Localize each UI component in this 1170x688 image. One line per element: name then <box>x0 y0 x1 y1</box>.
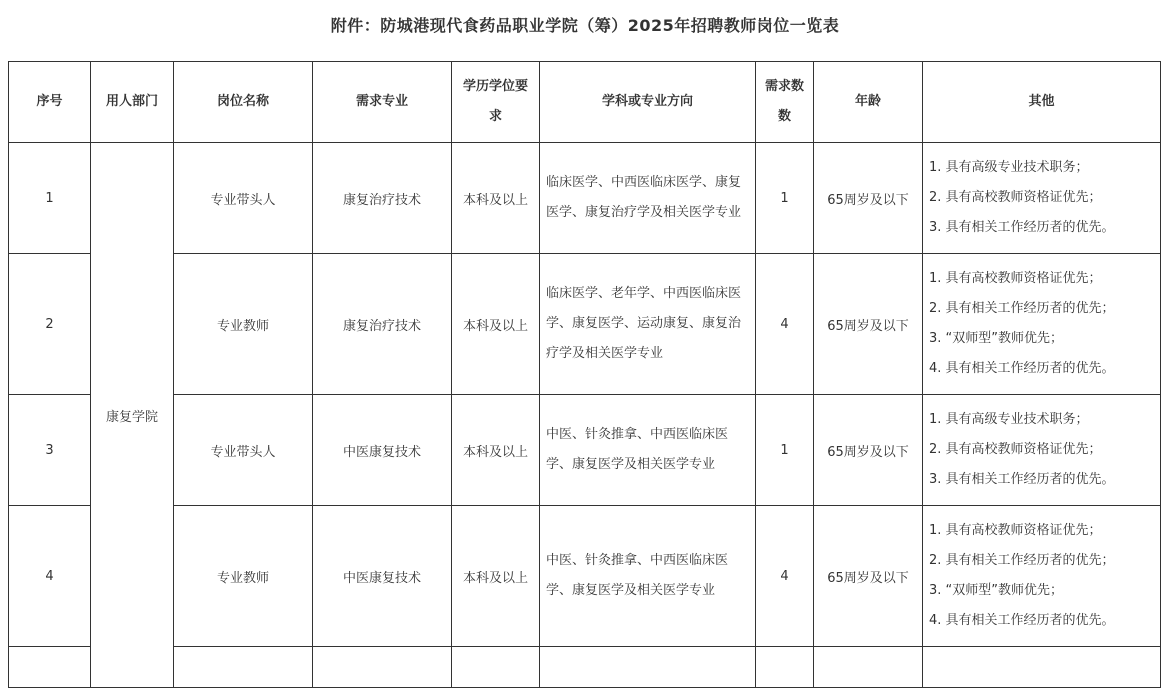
cell-empty <box>452 647 540 688</box>
cell-education: 本科及以上 <box>452 254 540 395</box>
page-title: 附件：防城港现代食药品职业学院（筹）2025年招聘教师岗位一览表 <box>330 16 840 35</box>
note-line: 4. 具有相关工作经历者的优先。 <box>929 613 1115 628</box>
cell-major: 康复治疗技术 <box>313 143 452 254</box>
cell-position: 专业带头人 <box>174 143 313 254</box>
cell-no: 4 <box>9 506 91 647</box>
note-line: 1. 具有高级专业技术职务； <box>929 160 1089 175</box>
header-cell-department: 用人部门 <box>91 62 174 143</box>
cell-major: 中医康复技术 <box>313 395 452 506</box>
table-row <box>9 395 1161 506</box>
cell-position: 专业教师 <box>174 506 313 647</box>
cell-empty <box>756 647 814 688</box>
cell-no: 3 <box>9 395 91 506</box>
cell-empty <box>174 647 313 688</box>
cell-direction: 临床医学、老年学、中西医临床医学、康复医学、运动康复、康复治疗学及相关医学专业 <box>540 254 756 395</box>
header-cell-major: 需求专业 <box>313 62 452 143</box>
note-line: 1. 具有高级专业技术职务； <box>929 412 1089 427</box>
cell-no: 1 <box>9 143 91 254</box>
cell-age: 65周岁及以下 <box>814 143 923 254</box>
cell-empty <box>923 647 1161 688</box>
note-line: 2. 具有高校教师资格证优先； <box>929 190 1102 205</box>
table-row-partial <box>9 647 1161 688</box>
header-cell-count: 需求数数 <box>756 62 814 143</box>
cell-empty <box>540 647 756 688</box>
header-cell-no: 序号 <box>9 62 91 143</box>
cell-no: 2 <box>9 254 91 395</box>
cell-empty <box>9 647 91 688</box>
header-cell-education: 学历学位要求 <box>452 62 540 143</box>
cell-major: 康复治疗技术 <box>313 254 452 395</box>
cell-other <box>923 254 1161 395</box>
note-line: 3. “双师型”教师优先； <box>929 583 1064 598</box>
note-line: 2. 具有相关工作经历者的优先； <box>929 553 1115 568</box>
cell-direction: 中医、针灸推拿、中西医临床医学、康复医学及相关医学专业 <box>540 395 756 506</box>
note-line: 3. “双师型”教师优先； <box>929 331 1064 346</box>
cell-direction: 中医、针灸推拿、中西医临床医学、康复医学及相关医学专业 <box>540 506 756 647</box>
cell-count: 4 <box>756 254 814 395</box>
cell-direction: 临床医学、中西医临床医学、康复医学、康复治疗学及相关医学专业 <box>540 143 756 254</box>
cell-count: 4 <box>756 506 814 647</box>
header-cell-other: 其他 <box>923 62 1161 143</box>
note-line: 3. 具有相关工作经历者的优先。 <box>929 220 1115 235</box>
cell-position: 专业带头人 <box>174 395 313 506</box>
table-header-row <box>9 62 1161 143</box>
note-line: 1. 具有高校教师资格证优先； <box>929 271 1102 286</box>
cell-other <box>923 395 1161 506</box>
header-cell-age: 年龄 <box>814 62 923 143</box>
cell-empty <box>313 647 452 688</box>
cell-other <box>923 506 1161 647</box>
cell-education: 本科及以上 <box>452 506 540 647</box>
cell-education: 本科及以上 <box>452 395 540 506</box>
table-row <box>9 506 1161 647</box>
header-cell-position: 岗位名称 <box>174 62 313 143</box>
cell-major: 中医康复技术 <box>313 506 452 647</box>
table-row <box>9 254 1161 395</box>
cell-position: 专业教师 <box>174 254 313 395</box>
note-line: 4. 具有相关工作经历者的优先。 <box>929 361 1115 376</box>
header-cell-direction: 学科或专业方向 <box>540 62 756 143</box>
cell-education: 本科及以上 <box>452 143 540 254</box>
cell-age: 65周岁及以下 <box>814 254 923 395</box>
note-line: 2. 具有相关工作经历者的优先； <box>929 301 1115 316</box>
table-row <box>9 143 1161 254</box>
note-line: 3. 具有相关工作经历者的优先。 <box>929 472 1115 487</box>
cell-age: 65周岁及以下 <box>814 395 923 506</box>
cell-count: 1 <box>756 395 814 506</box>
cell-other <box>923 143 1161 254</box>
cell-department: 康复学院 <box>91 143 174 688</box>
cell-empty <box>814 647 923 688</box>
note-line: 2. 具有高校教师资格证优先； <box>929 442 1102 457</box>
note-line: 1. 具有高校教师资格证优先； <box>929 523 1102 538</box>
cell-count: 1 <box>756 143 814 254</box>
job-table <box>8 61 1161 688</box>
cell-age: 65周岁及以下 <box>814 506 923 647</box>
